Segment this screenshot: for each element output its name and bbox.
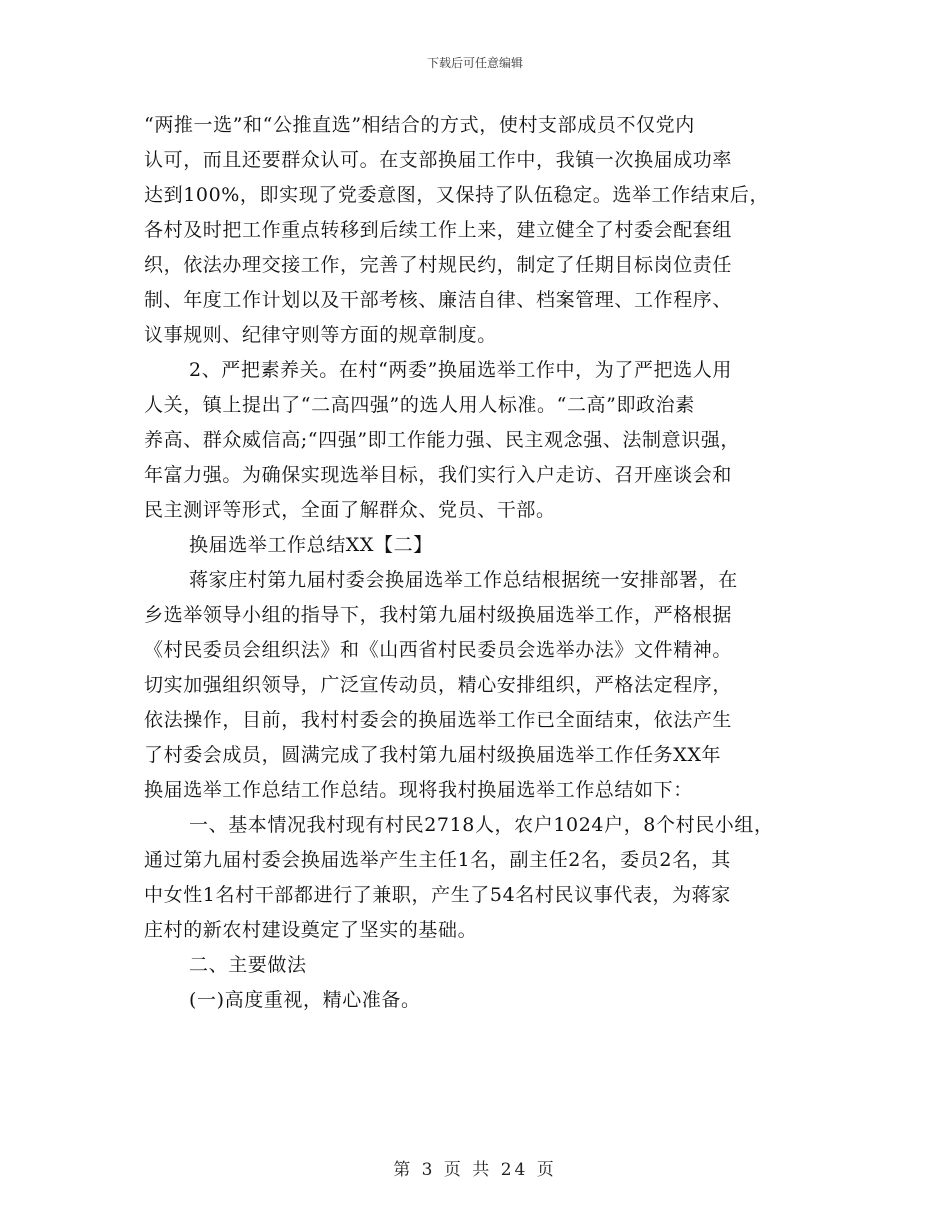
subsection-heading: (一)高度重视，精心准备。 [189,989,421,1011]
body-line: 通过第九届村委会换届选举产生主任1名，副主任2名，委员2名，其 [144,849,731,871]
document-body [144,108,814,1018]
body-line: 换届选举工作总结工作总结。现将我村换届选举工作总结如下： [144,779,693,801]
body-line: 《村民委员会组织法》和《山西省村民委员会选举办法》文件精神。 [144,639,733,661]
body-line: 民主测评等形式，全面了解群众、党员、干部。 [144,499,556,521]
body-line: 中女性1名村干部都进行了兼职，产生了54名村民议事代表，为蒋家 [144,884,731,906]
body-line: 切实加强组织领导，广泛宣传动员，精心安排组织，严格法定程序， [144,674,733,696]
body-line: 年富力强。为确保实现选举目标，我们实行入户走访、召开座谈会和 [144,464,733,486]
body-line: 认可，而且还要群众认可。在支部换届工作中，我镇一次换届成功率 [144,149,733,171]
page-header: 下载后可任意编辑 [426,56,523,70]
body-line: 了村委会成员，圆满完成了我村第九届村级换届选举工作任务XX年 [144,744,722,766]
body-line: 人关，镇上提出了“二高四强”的选人用人标准。“二高”即政治素 [144,394,695,416]
paragraph-start-line: 一、基本情况我村现有村民2718人，农户1024户，8个村民小组， [189,814,774,836]
body-line: 庄村的新农村建设奠定了坚实的基础。 [144,919,478,941]
body-line: “两推一选”和“公推直选”相结合的方式，使村支部成员不仅党内 [144,114,695,136]
section-heading: 换届选举工作总结XX【二】 [189,534,433,556]
body-line: 各村及时把工作重点转移到后续工作上来，建立健全了村委会配套组 [144,219,733,241]
body-line: 依法操作，目前，我村村委会的换届选举工作已全面结束，依法产生 [144,709,733,731]
body-line: 达到100%，即实现了党委意图，又保持了队伍稳定。选举工作结束后， [144,184,770,206]
body-line: 养高、群众威信高;“四强”即工作能力强、民主观念强、法制意识强， [144,429,741,451]
section-heading: 二、主要做法 [189,954,307,976]
body-line: 乡选举领导小组的指导下，我村第九届村级换届选举工作，严格根据 [144,604,733,626]
body-line: 制、年度工作计划以及干部考核、廉洁自律、档案管理、工作程序、 [144,289,733,311]
body-line: 织，依法办理交接工作，完善了村规民约，制定了任期目标岗位责任 [144,254,733,276]
paragraph-start-line: 蒋家庄村第九届村委会换届选举工作总结根据统一安排部署，在 [189,569,738,591]
body-line: 议事规则、纪律守则等方面的规章制度。 [144,324,497,346]
paragraph-start-line: 2、严把素养关。在村“两委”换届选举工作中，为了严把选人用 [189,359,732,381]
page-number-footer: 第 3 页 共 24 页 [393,1160,557,1180]
